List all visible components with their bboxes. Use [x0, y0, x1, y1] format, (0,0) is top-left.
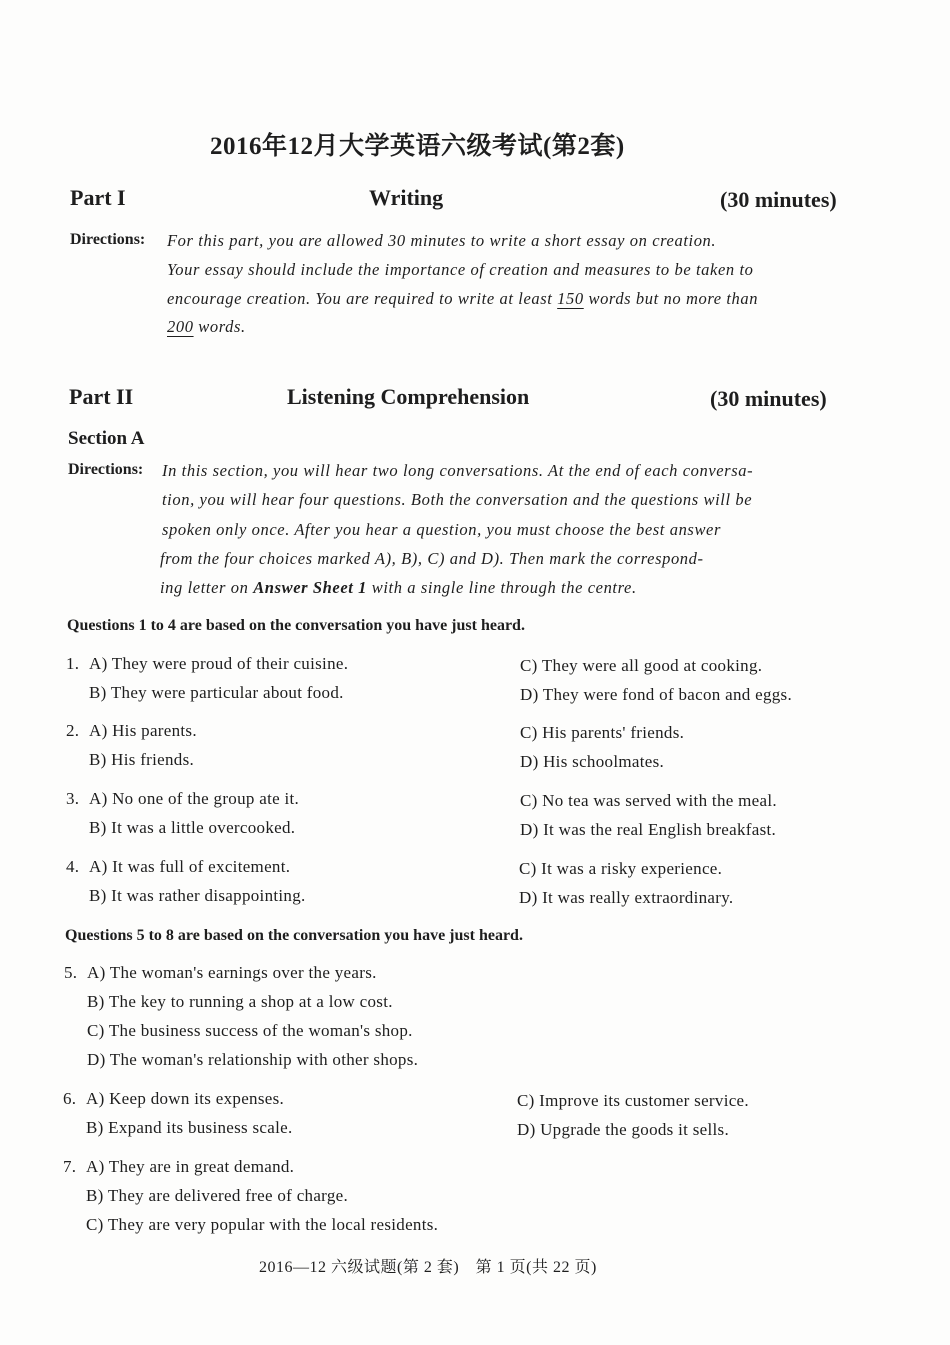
- option-d: D) Upgrade the goods it sells.: [517, 1120, 730, 1139]
- option-c: C) The business success of the woman's shop.: [87, 1021, 413, 1040]
- option-d: D) They were fond of bacon and eggs.: [520, 685, 793, 704]
- part-name: Listening Comprehension: [287, 384, 530, 409]
- option-b: B) His friends.: [89, 750, 195, 769]
- question-number: 2.: [66, 721, 80, 740]
- directions-text: ing letter on: [160, 578, 254, 597]
- answer-sheet-ref: Answer Sheet 1: [253, 578, 368, 597]
- option-a: A) Keep down its expenses.: [86, 1089, 285, 1108]
- option-c: C) Improve its customer service.: [517, 1091, 749, 1110]
- directions-line: [160, 578, 637, 598]
- question-number: 1.: [66, 654, 80, 673]
- option-c: C) They are very popular with the local residents.: [86, 1215, 439, 1234]
- option-d: D) His schoolmates.: [520, 752, 665, 771]
- option-b: B) It was a little overcooked.: [89, 818, 296, 837]
- question-number: 3.: [66, 789, 80, 808]
- option-b: B) They were particular about food.: [89, 683, 344, 702]
- page-title: 2016年12月大学英语六级考试(第2套): [210, 133, 625, 160]
- option-a: A) They are in great demand.: [86, 1157, 295, 1176]
- option-a: A) No one of the group ate it.: [89, 789, 300, 808]
- directions-text: words but no more than: [583, 289, 759, 308]
- directions-text: encourage creation. You are required to write at least: [167, 289, 558, 308]
- part-label: Part II: [69, 384, 134, 409]
- directions-line: For this part, you are allowed 30 minutes to write a short essay on creation.: [167, 231, 717, 250]
- section-heading: Section A: [68, 428, 145, 449]
- option-b: B) The key to running a shop at a low cost.: [87, 992, 393, 1011]
- page-footer: 2016—12 六级试题(第 2 套) 第 1 页(共 22 页): [259, 1259, 597, 1276]
- part-time: (30 minutes): [720, 187, 837, 212]
- option-d: D) The woman's relationship with other shops.: [87, 1050, 419, 1069]
- question-number: 7.: [63, 1157, 77, 1176]
- max-words: 200: [167, 317, 194, 336]
- question-group-heading: Questions 5 to 8 are based on the conversation you have just heard.: [65, 927, 523, 944]
- directions-line: [167, 317, 246, 337]
- option-a: A) The woman's earnings over the years.: [87, 963, 377, 982]
- question-number: 5.: [64, 963, 78, 982]
- directions-text: words.: [193, 317, 246, 336]
- option-b: B) Expand its business scale.: [86, 1118, 293, 1137]
- option-c: C) His parents' friends.: [520, 723, 685, 742]
- question-number: 4.: [66, 857, 80, 876]
- directions-label: Directions:: [70, 231, 146, 248]
- option-a: A) It was full of excitement.: [89, 857, 291, 876]
- option-d: D) It was really extraordinary.: [519, 888, 734, 907]
- part-name: Writing: [369, 185, 444, 210]
- directions-line: In this section, you will hear two long conversations. At the end of each conversa-: [162, 461, 754, 480]
- option-c: C) They were all good at cooking.: [520, 656, 763, 675]
- option-b: B) They are delivered free of charge.: [86, 1186, 349, 1205]
- part-label: Part I: [70, 185, 126, 210]
- directions-line: tion, you will hear four questions. Both the conversation and the questions will be: [162, 490, 753, 509]
- part-time: (30 minutes): [710, 386, 827, 411]
- option-c: C) It was a risky experience.: [519, 859, 723, 878]
- option-b: B) It was rather disappointing.: [89, 886, 306, 905]
- option-c: C) No tea was served with the meal.: [520, 791, 777, 810]
- option-a: A) His parents.: [89, 721, 197, 740]
- directions-line: from the four choices marked A), B), C) and D). Then mark the correspond-: [160, 549, 704, 568]
- option-a: A) They were proud of their cuisine.: [89, 654, 349, 673]
- directions-line: Your essay should include the importance of creation and measures to be taken to: [167, 260, 754, 279]
- directions-label: Directions:: [68, 461, 144, 478]
- directions-text: with a single line through the centre.: [367, 578, 637, 597]
- directions-line: [167, 289, 758, 309]
- directions-line: spoken only once. After you hear a question, you must choose the best answer: [162, 520, 721, 539]
- min-words: 150: [557, 289, 584, 308]
- option-d: D) It was the real English breakfast.: [520, 820, 777, 839]
- question-number: 6.: [63, 1089, 77, 1108]
- question-group-heading: Questions 1 to 4 are based on the conversation you have just heard.: [67, 617, 525, 634]
